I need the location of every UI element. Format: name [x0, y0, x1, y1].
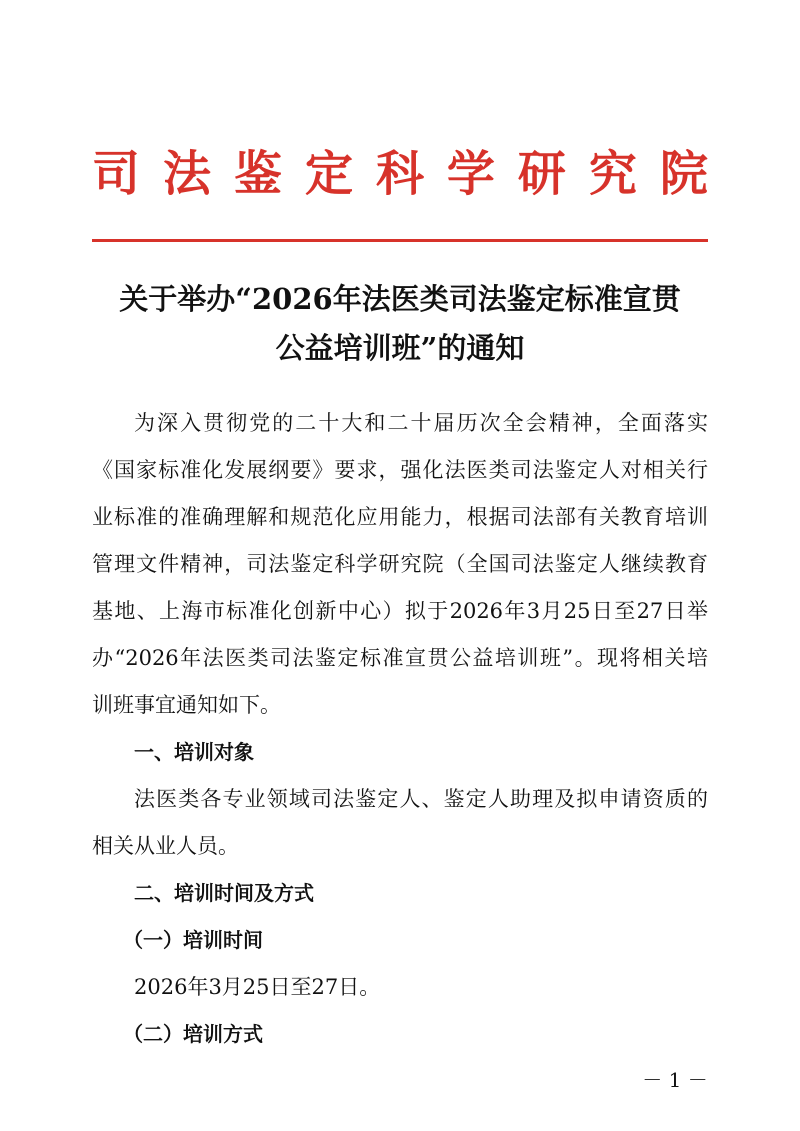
section-heading-training-targets: 一、培训对象: [134, 740, 254, 764]
org-name-char: 院: [659, 146, 708, 202]
org-name-char: 科: [375, 146, 424, 202]
intro-paragraph-line: 为深入贯彻党的二十大和二十届历次全会精神，全面落实: [134, 411, 708, 435]
org-name-char: 究: [588, 146, 637, 202]
intro-paragraph-line: 办“2026年法医类司法鉴定标准宣贯公益培训班”。现将相关培: [92, 646, 708, 670]
intro-paragraph-line: 训班事宜通知如下。: [92, 693, 281, 717]
page-number: － 1 －: [642, 1068, 708, 1092]
intro-paragraph-line: 基地、上海市标准化创新中心）拟于2026年3月25日至27日举: [92, 599, 708, 623]
org-name-char: 研: [517, 146, 566, 202]
org-name-char: 法: [162, 146, 211, 202]
section1-paragraph-line: 相关从业人员。: [92, 834, 239, 858]
letterhead-org-name: [92, 142, 708, 206]
org-name-char: 定: [304, 146, 353, 202]
intro-paragraph-line: 业标准的准确理解和规范化应用能力，根据司法部有关教育培训: [92, 505, 708, 529]
org-name-char: 司: [92, 146, 141, 202]
document-title-line-2: 公益培训班”的通知: [275, 331, 525, 365]
document-title-line-1: 关于举办“2026年法医类司法鉴定标准宣贯: [119, 282, 681, 316]
training-time-text: 2026年3月25日至27日。: [134, 975, 381, 999]
section1-paragraph-line: 法医类各专业领域司法鉴定人、鉴定人助理及拟申请资质的: [134, 787, 708, 811]
section-heading-time-and-method: 二、培训时间及方式: [134, 881, 314, 905]
org-name-char: 鉴: [233, 146, 282, 202]
org-name-char: 学: [446, 146, 495, 202]
letterhead-divider: [92, 239, 708, 242]
subheading-training-method: （二）培训方式: [123, 1022, 263, 1046]
intro-paragraph-line: 管理文件精神，司法鉴定科学研究院（全国司法鉴定人继续教育: [92, 552, 708, 576]
intro-paragraph-line: 《国家标准化发展纲要》要求，强化法医类司法鉴定人对相关行: [92, 458, 708, 482]
subheading-training-time: （一）培训时间: [123, 928, 263, 952]
